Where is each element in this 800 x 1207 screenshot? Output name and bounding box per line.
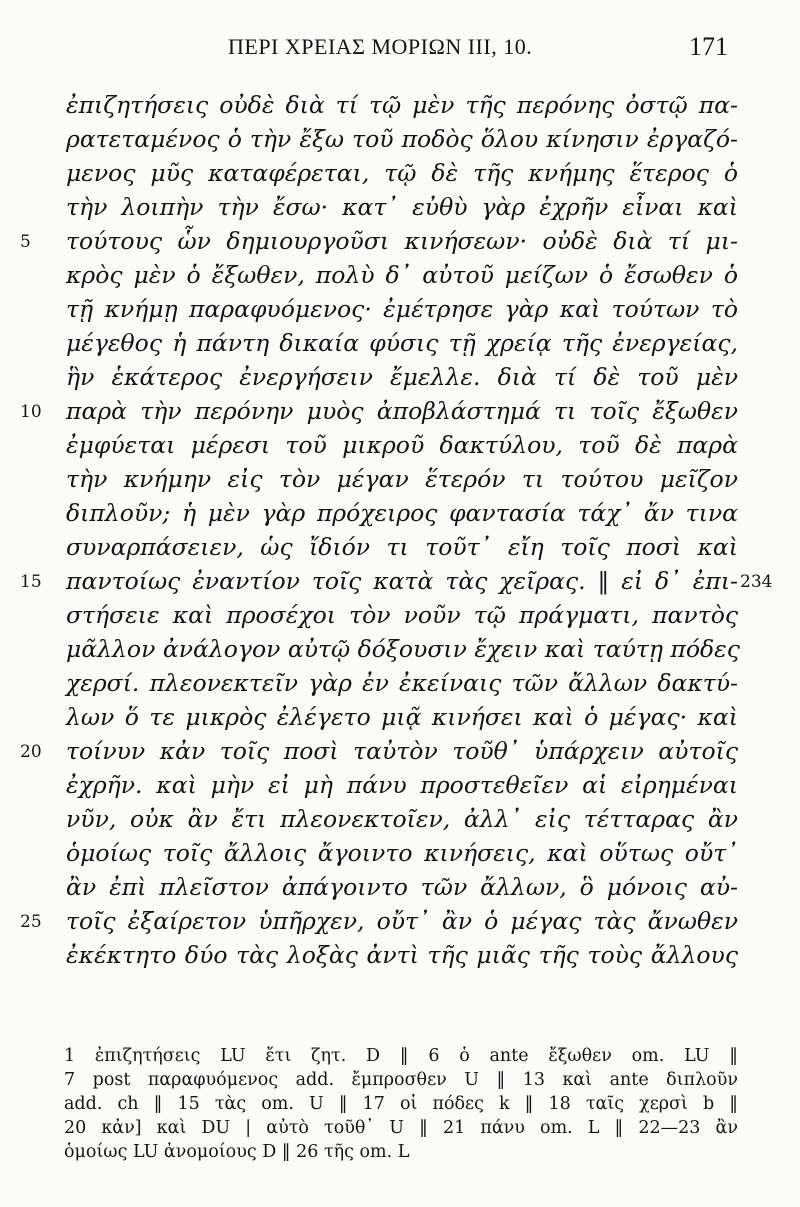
text-line: νῦν, οὐκ ἂν ἔτι πλεονεκτοῖεν, ἀλλ᾽ εἰς τέτταρας ἂν [66,805,738,833]
footnote-line: 20 κἀν] καὶ DU | αὐτὸ τοῦθ᾽ U ‖ 21 πάνυ om. L ‖ 22—23 ἂν [64,1118,738,1138]
line-number: 5 [20,232,31,252]
line-number: 15 [20,572,42,592]
running-head [0,30,800,70]
text-line: τοίνυν κἀν τοῖς ποσὶ ταὐτὸν τοῦθ᾽ ὑπάρχειν αὐτοῖς [66,737,738,765]
text-line: κρὸς μὲν ὁ ἔξωθεν, πολὺ δ᾽ αὐτοῦ μείζων ὁ ἔσωθεν ὁ [66,261,738,289]
text-line: ὁμοίως τοῖς ἄλλοις ἄγοιντο κινήσεις, καὶ οὕτως οὔτ᾽ [66,839,738,867]
text-line: λων ὅ τε μικρὸς ἐλέγετο μιᾷ κινήσει καὶ ὁ μέγας· καὶ [66,703,738,731]
text-line: ἐπιζητήσεις οὐδὲ διὰ τί τῷ μὲν τῆς περόνης ὀστῷ πα- [66,91,738,119]
text-line: χερσί. πλεονεκτεῖν γὰρ ἐν ἐκείναις τῶν ἄλλων δακτύ- [66,669,738,697]
text-line: μέγεθος ἡ πάντη δικαία φύσις τῇ χρείᾳ τῆς ἐνεργείας, [66,329,738,357]
margin-reference: 234 [740,572,773,592]
footnote-line: 7 post παραφυόμενος add. ἔμπροσθεν U ‖ 13 καὶ ante διπλοῦν [64,1070,738,1090]
line-number: 10 [20,402,42,422]
page-number: 171 [689,32,728,61]
footnote-line: 1 ἐπιζητήσεις LU ἔτι ζητ. D ‖ 6 ὁ ante ἔξωθεν om. LU ‖ [64,1046,738,1066]
text-line: συναρπάσειεν, ὡς ἴδιόν τι τοῦτ᾽ εἴη τοῖς ποσὶ καὶ [66,533,738,561]
text-line: ἂν ἐπὶ πλεῖστον ἀπάγοιντο τῶν ἄλλων, ὃ μόνοις αὐ- [66,873,738,901]
text-line: παρὰ τὴν περόνην μυὸς ἀποβλάστημά τι τοῖς ἔξωθεν [66,397,738,425]
text-line: στήσειε καὶ προσέχοι τὸν νοῦν τῷ πράγματι, παντὸς [66,601,738,629]
footnote-line: ὁμοίως LU ἀνομοίους D ‖ 26 τῆς om. L [64,1142,410,1162]
line-number: 25 [20,912,42,932]
text-line: ἣν ἑκάτερος ἐνεργήσειν ἔμελλε. διὰ τί δὲ τοῦ μὲν [66,363,738,391]
text-line: ἐχρῆν. καὶ μὴν εἰ μὴ πάνυ προστεθεῖεν αἱ εἰρημέναι [66,771,738,799]
text-line: τοῖς ἐξαίρετον ὑπῆρχεν, οὔτ᾽ ἂν ὁ μέγας τὰς ἄνωθεν [66,907,738,935]
text-line: διπλοῦν; ἡ μὲν γὰρ πρόχειρος φαντασία τάχ᾽ ἄν τινα [66,499,738,527]
footnote-line: add. ch ‖ 15 τὰς om. U ‖ 17 οἱ πόδες k ‖ 18 ταῖς χερσὶ b ‖ [64,1094,738,1114]
text-line: τῇ κνήμῃ παραφυόμενος· ἐμέτρησε γὰρ καὶ τούτων τὸ [66,295,738,323]
text-line: τούτους ὧν δημιουργοῦσι κινήσεων· οὐδὲ διὰ τί μι- [66,227,738,255]
running-title: ΠΕΡΙ ΧΡΕΙΑΣ ΜΟΡΙΩΝ III, 10. [228,34,533,59]
line-number: 20 [20,742,42,762]
text-line: μενος μῦς καταφέρεται, τῷ δὲ τῆς κνήμης ἕτερος ὁ [66,159,738,187]
text-line: μᾶλλον ἀνάλογον αὐτῷ δόξουσιν ἔχειν καὶ ταύτῃ πόδες [66,635,740,663]
text-line: ἐμφύεται μέρεσι τοῦ μικροῦ δακτύλου, τοῦ δὲ παρὰ [66,431,738,459]
text-line: ἐκέκτητο δύο τὰς λοξὰς ἀντὶ τῆς μιᾶς τῆς τοὺς ἄλλους [66,941,738,969]
text-line: τὴν κνήμην εἰς τὸν μέγαν ἕτερόν τι τούτου μεῖζον [66,465,738,493]
text-line: ρατεταμένος ὁ τὴν ἔξω τοῦ ποδὸς ὅλου κίνησιν ἐργαζό- [66,125,738,153]
text-line: παντοίως ἐναντίον τοῖς κατὰ τὰς χεῖρας. ‖ εἰ δ᾽ ἐπι- [66,567,738,595]
text-line: τὴν λοιπὴν τὴν ἔσω· κατ᾽ εὐθὺ γὰρ ἐχρῆν εἶναι καὶ [66,193,738,221]
